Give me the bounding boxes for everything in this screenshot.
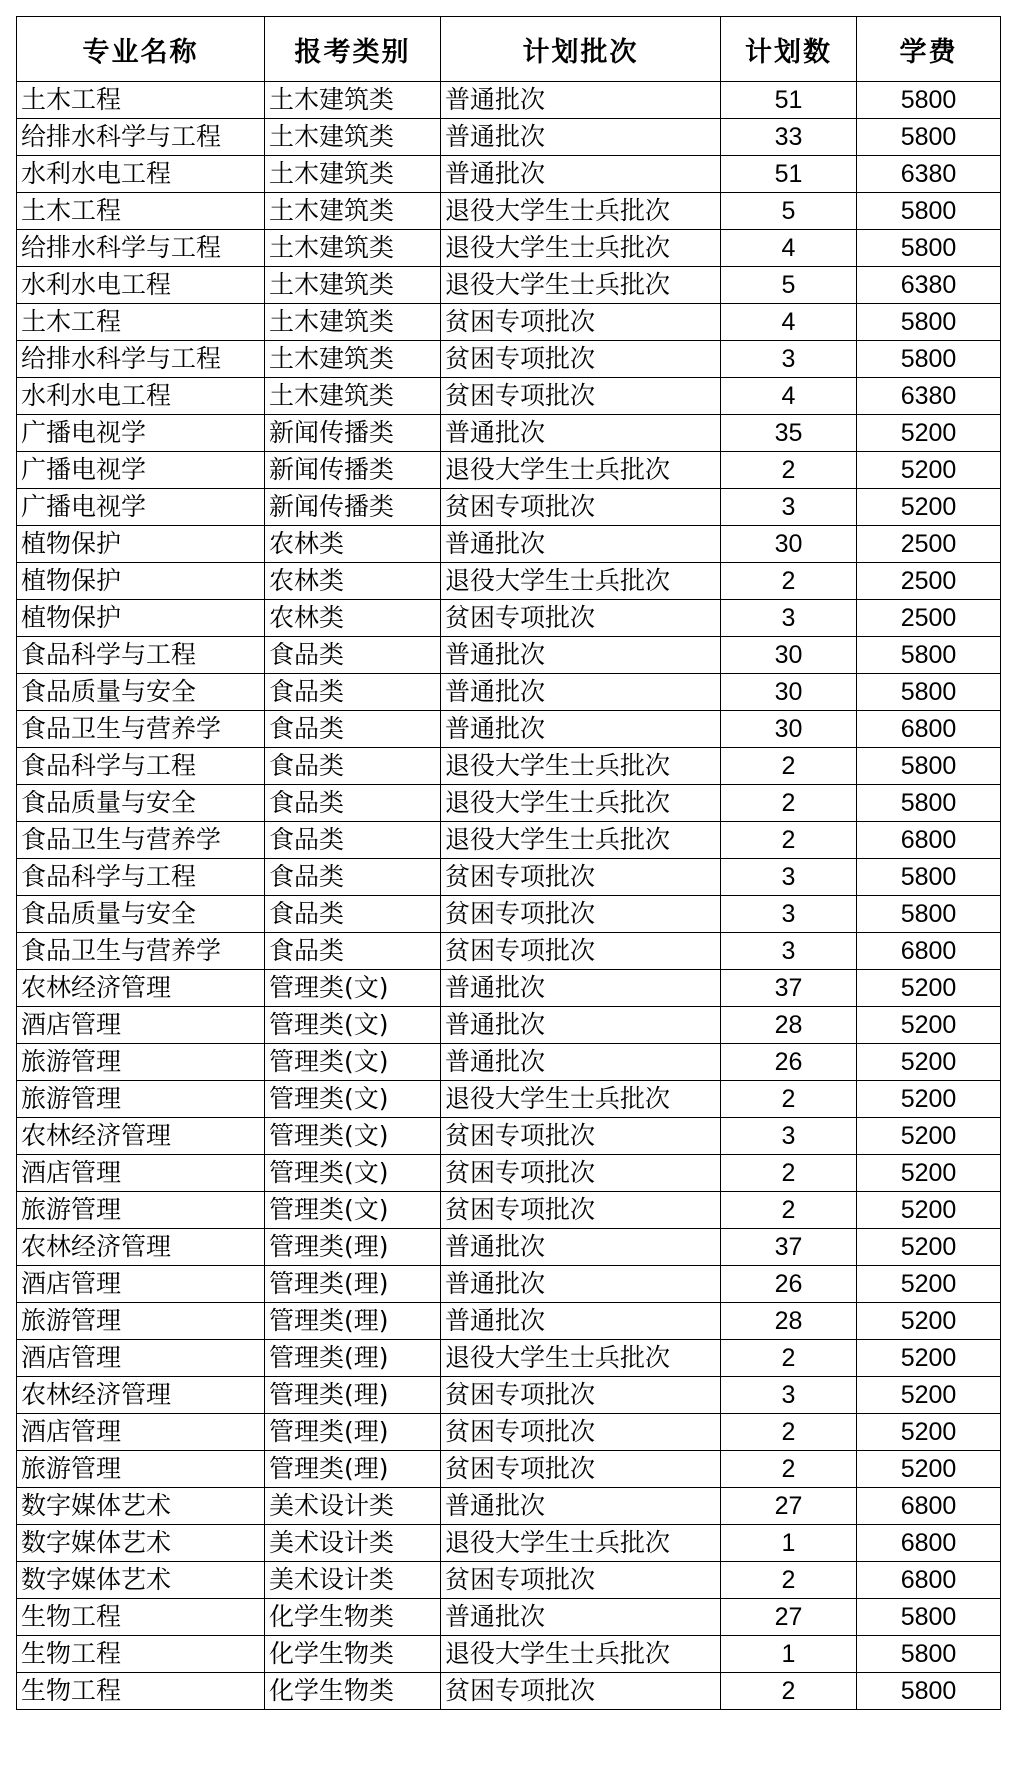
plan-batch-cell: 退役大学生士兵批次 xyxy=(441,452,721,489)
tuition-cell: 5200 xyxy=(857,1451,1001,1488)
plan-batch-cell: 普通批次 xyxy=(441,1599,721,1636)
table-row xyxy=(17,415,1001,452)
exam-category-cell: 美术设计类 xyxy=(265,1525,441,1562)
table-row xyxy=(17,1636,1001,1673)
tuition-cell: 5800 xyxy=(857,637,1001,674)
table-row xyxy=(17,933,1001,970)
tuition-cell: 5200 xyxy=(857,415,1001,452)
table-row xyxy=(17,341,1001,378)
plan-batch-cell: 普通批次 xyxy=(441,970,721,1007)
table-row xyxy=(17,1340,1001,1377)
major-name-cell: 给排水科学与工程 xyxy=(17,230,265,267)
header-plan-count: 计划数 xyxy=(721,17,857,82)
plan-batch-cell: 退役大学生士兵批次 xyxy=(441,193,721,230)
exam-category-cell: 化学生物类 xyxy=(265,1636,441,1673)
plan-batch-cell: 普通批次 xyxy=(441,119,721,156)
table-row xyxy=(17,785,1001,822)
plan-count-cell: 27 xyxy=(721,1599,857,1636)
table-row xyxy=(17,1599,1001,1636)
plan-count-cell: 37 xyxy=(721,1229,857,1266)
plan-batch-cell: 退役大学生士兵批次 xyxy=(441,1340,721,1377)
table-row xyxy=(17,970,1001,1007)
tuition-cell: 5200 xyxy=(857,1155,1001,1192)
tuition-cell: 6800 xyxy=(857,1562,1001,1599)
plan-count-cell: 3 xyxy=(721,1377,857,1414)
tuition-cell: 5800 xyxy=(857,230,1001,267)
plan-count-cell: 35 xyxy=(721,415,857,452)
plan-count-cell: 2 xyxy=(721,563,857,600)
table-row xyxy=(17,304,1001,341)
major-name-cell: 食品质量与安全 xyxy=(17,896,265,933)
table-row xyxy=(17,1377,1001,1414)
plan-count-cell: 30 xyxy=(721,711,857,748)
exam-category-cell: 美术设计类 xyxy=(265,1562,441,1599)
major-name-cell: 给排水科学与工程 xyxy=(17,119,265,156)
plan-batch-cell: 贫困专项批次 xyxy=(441,600,721,637)
table-row xyxy=(17,1451,1001,1488)
plan-count-cell: 2 xyxy=(721,785,857,822)
tuition-cell: 5800 xyxy=(857,82,1001,119)
tuition-cell: 6800 xyxy=(857,1488,1001,1525)
plan-batch-cell: 普通批次 xyxy=(441,1229,721,1266)
table-row xyxy=(17,896,1001,933)
exam-category-cell: 食品类 xyxy=(265,785,441,822)
plan-count-cell: 51 xyxy=(721,156,857,193)
table-header-row xyxy=(17,17,1001,82)
plan-batch-cell: 普通批次 xyxy=(441,82,721,119)
tuition-cell: 5800 xyxy=(857,304,1001,341)
major-name-cell: 食品卫生与营养学 xyxy=(17,822,265,859)
exam-category-cell: 管理类(文) xyxy=(265,1044,441,1081)
major-name-cell: 植物保护 xyxy=(17,563,265,600)
plan-count-cell: 2 xyxy=(721,1673,857,1710)
major-name-cell: 旅游管理 xyxy=(17,1303,265,1340)
plan-batch-cell: 贫困专项批次 xyxy=(441,489,721,526)
plan-count-cell: 2 xyxy=(721,1081,857,1118)
exam-category-cell: 食品类 xyxy=(265,859,441,896)
tuition-cell: 5200 xyxy=(857,1377,1001,1414)
exam-category-cell: 土木建筑类 xyxy=(265,193,441,230)
plan-count-cell: 2 xyxy=(721,1451,857,1488)
exam-category-cell: 食品类 xyxy=(265,637,441,674)
major-name-cell: 旅游管理 xyxy=(17,1451,265,1488)
table-row xyxy=(17,1488,1001,1525)
tuition-cell: 2500 xyxy=(857,563,1001,600)
plan-batch-cell: 普通批次 xyxy=(441,156,721,193)
table-row xyxy=(17,452,1001,489)
tuition-cell: 5200 xyxy=(857,1118,1001,1155)
plan-count-cell: 2 xyxy=(721,452,857,489)
plan-count-cell: 3 xyxy=(721,933,857,970)
plan-count-cell: 2 xyxy=(721,822,857,859)
table-row xyxy=(17,1044,1001,1081)
plan-batch-cell: 贫困专项批次 xyxy=(441,1118,721,1155)
table-row xyxy=(17,489,1001,526)
exam-category-cell: 食品类 xyxy=(265,674,441,711)
plan-batch-cell: 普通批次 xyxy=(441,1303,721,1340)
major-name-cell: 旅游管理 xyxy=(17,1081,265,1118)
exam-category-cell: 化学生物类 xyxy=(265,1599,441,1636)
major-name-cell: 食品质量与安全 xyxy=(17,785,265,822)
tuition-cell: 5800 xyxy=(857,1599,1001,1636)
plan-batch-cell: 退役大学生士兵批次 xyxy=(441,1636,721,1673)
plan-count-cell: 30 xyxy=(721,674,857,711)
exam-category-cell: 管理类(文) xyxy=(265,1192,441,1229)
table-row xyxy=(17,1192,1001,1229)
exam-category-cell: 食品类 xyxy=(265,748,441,785)
plan-batch-cell: 退役大学生士兵批次 xyxy=(441,230,721,267)
exam-category-cell: 食品类 xyxy=(265,822,441,859)
exam-category-cell: 食品类 xyxy=(265,896,441,933)
plan-batch-cell: 普通批次 xyxy=(441,1044,721,1081)
exam-category-cell: 农林类 xyxy=(265,563,441,600)
plan-batch-cell: 普通批次 xyxy=(441,711,721,748)
plan-count-cell: 4 xyxy=(721,304,857,341)
tuition-cell: 5800 xyxy=(857,1636,1001,1673)
exam-category-cell: 管理类(理) xyxy=(265,1340,441,1377)
major-name-cell: 食品质量与安全 xyxy=(17,674,265,711)
table-row xyxy=(17,1303,1001,1340)
plan-batch-cell: 贫困专项批次 xyxy=(441,1155,721,1192)
exam-category-cell: 土木建筑类 xyxy=(265,378,441,415)
major-name-cell: 酒店管理 xyxy=(17,1155,265,1192)
table-row xyxy=(17,1673,1001,1710)
header-plan-batch: 计划批次 xyxy=(441,17,721,82)
table-row xyxy=(17,526,1001,563)
tuition-cell: 6800 xyxy=(857,822,1001,859)
major-name-cell: 农林经济管理 xyxy=(17,1229,265,1266)
table-row xyxy=(17,748,1001,785)
plan-count-cell: 4 xyxy=(721,230,857,267)
major-name-cell: 酒店管理 xyxy=(17,1007,265,1044)
major-name-cell: 数字媒体艺术 xyxy=(17,1488,265,1525)
major-name-cell: 土木工程 xyxy=(17,193,265,230)
major-name-cell: 酒店管理 xyxy=(17,1340,265,1377)
major-name-cell: 旅游管理 xyxy=(17,1044,265,1081)
major-name-cell: 广播电视学 xyxy=(17,489,265,526)
plan-batch-cell: 贫困专项批次 xyxy=(441,1562,721,1599)
major-name-cell: 食品科学与工程 xyxy=(17,637,265,674)
major-name-cell: 食品卫生与营养学 xyxy=(17,933,265,970)
exam-category-cell: 土木建筑类 xyxy=(265,304,441,341)
exam-category-cell: 管理类(文) xyxy=(265,1081,441,1118)
plan-count-cell: 5 xyxy=(721,193,857,230)
tuition-cell: 2500 xyxy=(857,526,1001,563)
plan-count-cell: 2 xyxy=(721,1562,857,1599)
plan-count-cell: 3 xyxy=(721,859,857,896)
exam-category-cell: 土木建筑类 xyxy=(265,230,441,267)
header-exam-category: 报考类别 xyxy=(265,17,441,82)
table-body xyxy=(17,82,1001,1710)
exam-category-cell: 新闻传播类 xyxy=(265,415,441,452)
plan-count-cell: 1 xyxy=(721,1525,857,1562)
exam-category-cell: 管理类(理) xyxy=(265,1303,441,1340)
plan-batch-cell: 普通批次 xyxy=(441,1488,721,1525)
plan-batch-cell: 贫困专项批次 xyxy=(441,1451,721,1488)
plan-count-cell: 1 xyxy=(721,1636,857,1673)
table-row xyxy=(17,711,1001,748)
header-major-name: 专业名称 xyxy=(17,17,265,82)
plan-batch-cell: 退役大学生士兵批次 xyxy=(441,748,721,785)
plan-batch-cell: 退役大学生士兵批次 xyxy=(441,563,721,600)
plan-batch-cell: 贫困专项批次 xyxy=(441,859,721,896)
tuition-cell: 5200 xyxy=(857,1007,1001,1044)
plan-batch-cell: 退役大学生士兵批次 xyxy=(441,267,721,304)
tuition-cell: 6380 xyxy=(857,156,1001,193)
major-name-cell: 旅游管理 xyxy=(17,1192,265,1229)
exam-category-cell: 食品类 xyxy=(265,711,441,748)
plan-count-cell: 4 xyxy=(721,378,857,415)
tuition-cell: 5800 xyxy=(857,785,1001,822)
plan-batch-cell: 贫困专项批次 xyxy=(441,378,721,415)
plan-count-cell: 3 xyxy=(721,896,857,933)
plan-count-cell: 51 xyxy=(721,82,857,119)
major-name-cell: 水利水电工程 xyxy=(17,267,265,304)
tuition-cell: 5200 xyxy=(857,1340,1001,1377)
major-name-cell: 广播电视学 xyxy=(17,415,265,452)
plan-count-cell: 3 xyxy=(721,600,857,637)
plan-count-cell: 30 xyxy=(721,637,857,674)
plan-batch-cell: 普通批次 xyxy=(441,637,721,674)
table-row xyxy=(17,82,1001,119)
tuition-cell: 5800 xyxy=(857,119,1001,156)
major-name-cell: 水利水电工程 xyxy=(17,156,265,193)
major-name-cell: 土木工程 xyxy=(17,304,265,341)
tuition-cell: 5800 xyxy=(857,1673,1001,1710)
table-row xyxy=(17,1414,1001,1451)
table-row xyxy=(17,600,1001,637)
tuition-cell: 5800 xyxy=(857,896,1001,933)
major-name-cell: 食品卫生与营养学 xyxy=(17,711,265,748)
exam-category-cell: 土木建筑类 xyxy=(265,267,441,304)
plan-batch-cell: 贫困专项批次 xyxy=(441,933,721,970)
document-page xyxy=(16,16,1000,1710)
plan-count-cell: 3 xyxy=(721,1118,857,1155)
tuition-cell: 6380 xyxy=(857,378,1001,415)
major-name-cell: 食品科学与工程 xyxy=(17,748,265,785)
exam-category-cell: 新闻传播类 xyxy=(265,452,441,489)
tuition-cell: 5200 xyxy=(857,1303,1001,1340)
major-name-cell: 广播电视学 xyxy=(17,452,265,489)
major-name-cell: 酒店管理 xyxy=(17,1266,265,1303)
plan-count-cell: 3 xyxy=(721,489,857,526)
exam-category-cell: 管理类(理) xyxy=(265,1451,441,1488)
table-row xyxy=(17,1562,1001,1599)
plan-count-cell: 5 xyxy=(721,267,857,304)
tuition-cell: 6800 xyxy=(857,1525,1001,1562)
table-row xyxy=(17,267,1001,304)
exam-category-cell: 化学生物类 xyxy=(265,1673,441,1710)
table-row xyxy=(17,1155,1001,1192)
plan-batch-cell: 普通批次 xyxy=(441,526,721,563)
plan-batch-cell: 普通批次 xyxy=(441,1266,721,1303)
plan-batch-cell: 普通批次 xyxy=(441,1007,721,1044)
plan-batch-cell: 贫困专项批次 xyxy=(441,1192,721,1229)
table-row xyxy=(17,563,1001,600)
plan-batch-cell: 贫困专项批次 xyxy=(441,1377,721,1414)
exam-category-cell: 管理类(理) xyxy=(265,1266,441,1303)
tuition-cell: 5200 xyxy=(857,452,1001,489)
tuition-cell: 5200 xyxy=(857,1044,1001,1081)
major-name-cell: 酒店管理 xyxy=(17,1414,265,1451)
table-row xyxy=(17,822,1001,859)
exam-category-cell: 农林类 xyxy=(265,600,441,637)
plan-batch-cell: 贫困专项批次 xyxy=(441,304,721,341)
plan-count-cell: 2 xyxy=(721,1340,857,1377)
table-row xyxy=(17,1266,1001,1303)
tuition-cell: 5200 xyxy=(857,970,1001,1007)
enrollment-plan-table xyxy=(16,16,1001,1710)
table-row xyxy=(17,637,1001,674)
tuition-cell: 6800 xyxy=(857,711,1001,748)
major-name-cell: 农林经济管理 xyxy=(17,1377,265,1414)
exam-category-cell: 管理类(文) xyxy=(265,1155,441,1192)
tuition-cell: 6800 xyxy=(857,933,1001,970)
exam-category-cell: 土木建筑类 xyxy=(265,341,441,378)
plan-batch-cell: 退役大学生士兵批次 xyxy=(441,785,721,822)
header-tuition: 学费 xyxy=(857,17,1001,82)
plan-batch-cell: 贫困专项批次 xyxy=(441,1673,721,1710)
plan-batch-cell: 退役大学生士兵批次 xyxy=(441,1081,721,1118)
tuition-cell: 6380 xyxy=(857,267,1001,304)
plan-count-cell: 2 xyxy=(721,1192,857,1229)
plan-batch-cell: 贫困专项批次 xyxy=(441,341,721,378)
tuition-cell: 5800 xyxy=(857,193,1001,230)
plan-batch-cell: 退役大学生士兵批次 xyxy=(441,822,721,859)
plan-batch-cell: 普通批次 xyxy=(441,674,721,711)
major-name-cell: 给排水科学与工程 xyxy=(17,341,265,378)
major-name-cell: 农林经济管理 xyxy=(17,1118,265,1155)
major-name-cell: 食品科学与工程 xyxy=(17,859,265,896)
tuition-cell: 5800 xyxy=(857,859,1001,896)
major-name-cell: 生物工程 xyxy=(17,1599,265,1636)
table-row xyxy=(17,230,1001,267)
plan-count-cell: 37 xyxy=(721,970,857,1007)
exam-category-cell: 管理类(理) xyxy=(265,1229,441,1266)
exam-category-cell: 农林类 xyxy=(265,526,441,563)
plan-count-cell: 26 xyxy=(721,1266,857,1303)
plan-count-cell: 2 xyxy=(721,1155,857,1192)
tuition-cell: 5200 xyxy=(857,1414,1001,1451)
plan-count-cell: 2 xyxy=(721,1414,857,1451)
exam-category-cell: 食品类 xyxy=(265,933,441,970)
tuition-cell: 5800 xyxy=(857,748,1001,785)
major-name-cell: 植物保护 xyxy=(17,600,265,637)
tuition-cell: 5200 xyxy=(857,1266,1001,1303)
exam-category-cell: 管理类(文) xyxy=(265,1007,441,1044)
tuition-cell: 5200 xyxy=(857,1229,1001,1266)
exam-category-cell: 管理类(文) xyxy=(265,970,441,1007)
exam-category-cell: 土木建筑类 xyxy=(265,119,441,156)
major-name-cell: 土木工程 xyxy=(17,82,265,119)
tuition-cell: 5200 xyxy=(857,1081,1001,1118)
major-name-cell: 数字媒体艺术 xyxy=(17,1525,265,1562)
major-name-cell: 数字媒体艺术 xyxy=(17,1562,265,1599)
plan-count-cell: 33 xyxy=(721,119,857,156)
plan-count-cell: 30 xyxy=(721,526,857,563)
plan-batch-cell: 贫困专项批次 xyxy=(441,1414,721,1451)
table-row xyxy=(17,1118,1001,1155)
tuition-cell: 5800 xyxy=(857,341,1001,378)
table-row xyxy=(17,1007,1001,1044)
plan-count-cell: 26 xyxy=(721,1044,857,1081)
plan-count-cell: 3 xyxy=(721,341,857,378)
plan-count-cell: 28 xyxy=(721,1303,857,1340)
plan-batch-cell: 普通批次 xyxy=(441,415,721,452)
table-row xyxy=(17,156,1001,193)
exam-category-cell: 土木建筑类 xyxy=(265,156,441,193)
major-name-cell: 生物工程 xyxy=(17,1636,265,1673)
table-row xyxy=(17,119,1001,156)
table-row xyxy=(17,859,1001,896)
plan-batch-cell: 退役大学生士兵批次 xyxy=(441,1525,721,1562)
exam-category-cell: 新闻传播类 xyxy=(265,489,441,526)
major-name-cell: 水利水电工程 xyxy=(17,378,265,415)
exam-category-cell: 管理类(理) xyxy=(265,1414,441,1451)
exam-category-cell: 管理类(理) xyxy=(265,1377,441,1414)
tuition-cell: 5200 xyxy=(857,1192,1001,1229)
table-row xyxy=(17,1229,1001,1266)
exam-category-cell: 土木建筑类 xyxy=(265,82,441,119)
table-row xyxy=(17,193,1001,230)
plan-count-cell: 28 xyxy=(721,1007,857,1044)
plan-count-cell: 2 xyxy=(721,748,857,785)
major-name-cell: 植物保护 xyxy=(17,526,265,563)
table-row xyxy=(17,1081,1001,1118)
table-row xyxy=(17,674,1001,711)
major-name-cell: 生物工程 xyxy=(17,1673,265,1710)
table-row xyxy=(17,1525,1001,1562)
tuition-cell: 5800 xyxy=(857,674,1001,711)
exam-category-cell: 管理类(文) xyxy=(265,1118,441,1155)
plan-count-cell: 27 xyxy=(721,1488,857,1525)
exam-category-cell: 美术设计类 xyxy=(265,1488,441,1525)
major-name-cell: 农林经济管理 xyxy=(17,970,265,1007)
tuition-cell: 5200 xyxy=(857,489,1001,526)
table-row xyxy=(17,378,1001,415)
plan-batch-cell: 贫困专项批次 xyxy=(441,896,721,933)
tuition-cell: 2500 xyxy=(857,600,1001,637)
